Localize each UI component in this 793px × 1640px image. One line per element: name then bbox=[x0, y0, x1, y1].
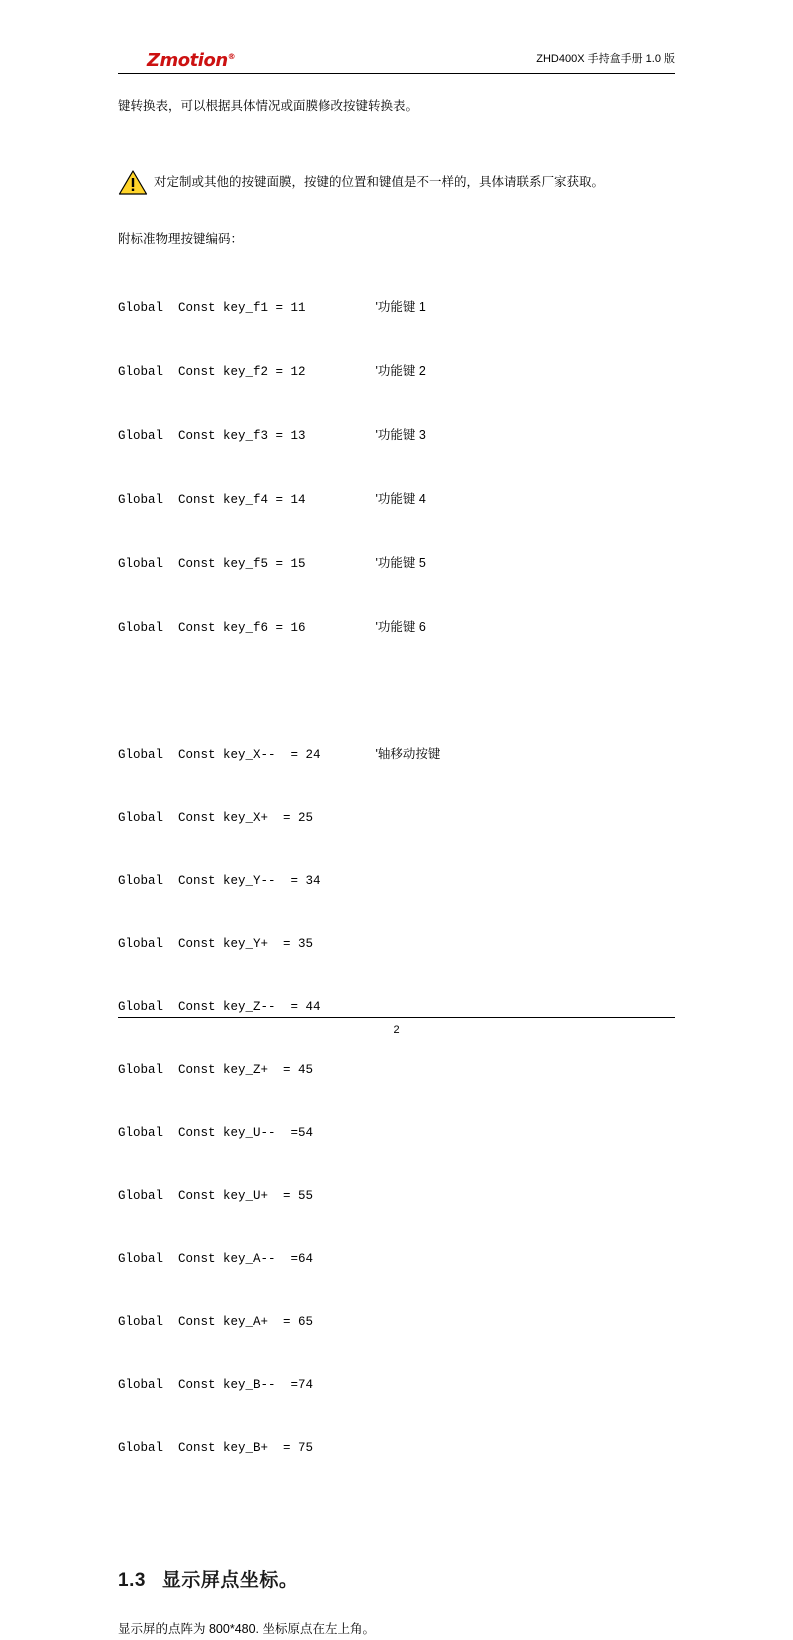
logo-text: Zmotion bbox=[147, 50, 228, 71]
code-line bbox=[118, 808, 675, 829]
code-line-text: Global Const key_X+ = 25 bbox=[118, 811, 314, 825]
warning-text: 对定制或其他的按键面膜，按键的位置和键值是不一样的，具体请联系厂家获取。 bbox=[154, 175, 605, 189]
code-line-text: Global Const key_f6 = 16 bbox=[118, 621, 306, 635]
section-heading bbox=[118, 1565, 675, 1592]
code-line-text: Global Const key_f1 = 11 bbox=[118, 301, 306, 315]
code-line bbox=[118, 425, 675, 447]
page-number: 2 bbox=[393, 1024, 400, 1036]
section-paragraph: 显示屏的点阵为 800*480. 坐标原点在左上角。 bbox=[118, 1622, 375, 1636]
code-line bbox=[118, 617, 675, 639]
intro-paragraph: 键转换表，可以根据具体情况或面膜修改按键转换表。 bbox=[118, 99, 419, 113]
header-document-title: ZHD400X 手持盒手册 1.0 版 bbox=[536, 53, 675, 65]
code-line-comment: '功能键 2 bbox=[375, 364, 426, 378]
code-line bbox=[118, 361, 675, 383]
code-line-text: Global Const key_Y+ = 35 bbox=[118, 937, 314, 951]
code-line bbox=[118, 489, 675, 511]
code-line-text: Global Const key_f2 = 12 bbox=[118, 365, 306, 379]
code-line bbox=[118, 1375, 675, 1396]
code-line-comment: '功能键 5 bbox=[375, 556, 426, 570]
warning-note bbox=[118, 171, 675, 197]
page-content bbox=[118, 95, 675, 1640]
code-line bbox=[118, 934, 675, 955]
code-block bbox=[118, 255, 675, 1501]
code-line bbox=[118, 1312, 675, 1333]
code-line-comment: '功能键 4 bbox=[375, 492, 426, 506]
section-title: 显示屏点坐标。 bbox=[161, 1570, 299, 1591]
code-line-text: Global Const key_U-- =54 bbox=[118, 1126, 314, 1140]
code-line bbox=[118, 997, 675, 1018]
company-logo bbox=[147, 46, 235, 72]
code-line-text: Global Const key_B-- =74 bbox=[118, 1378, 314, 1392]
code-line-text: Global Const key_U+ = 55 bbox=[118, 1189, 314, 1203]
code-blank-line bbox=[118, 681, 675, 702]
code-line-text: Global Const key_f4 = 14 bbox=[118, 493, 306, 507]
code-heading: 附标准物理按键编码： bbox=[118, 232, 244, 246]
code-line-text: Global Const key_f3 = 13 bbox=[118, 429, 306, 443]
code-line bbox=[118, 744, 675, 766]
page-header bbox=[118, 46, 675, 76]
code-line-text: Global Const key_f5 = 15 bbox=[118, 557, 306, 571]
header-divider bbox=[118, 73, 675, 74]
section-number: 1.3 bbox=[118, 1570, 146, 1591]
warning-triangle-icon bbox=[118, 169, 148, 196]
registered-mark: ® bbox=[227, 52, 236, 61]
code-line bbox=[118, 297, 675, 319]
code-line bbox=[118, 1438, 675, 1459]
code-line bbox=[118, 553, 675, 575]
code-line bbox=[118, 1186, 675, 1207]
code-line-text: Global Const key_A+ = 65 bbox=[118, 1315, 314, 1329]
code-line-text: Global Const key_Z+ = 45 bbox=[118, 1063, 314, 1077]
code-line-comment: '功能键 3 bbox=[375, 428, 426, 442]
code-line-text: Global Const key_X-- = 24 bbox=[118, 748, 321, 762]
code-line-text: Global Const key_A-- =64 bbox=[118, 1252, 314, 1266]
code-line bbox=[118, 1060, 675, 1081]
code-line-text: Global Const key_Z-- = 44 bbox=[118, 1000, 321, 1014]
footer-divider bbox=[118, 1017, 675, 1018]
code-line bbox=[118, 1123, 675, 1144]
code-line bbox=[118, 871, 675, 892]
code-line-text: Global Const key_Y-- = 34 bbox=[118, 874, 321, 888]
code-line-comment: '轴移动按键 bbox=[375, 747, 441, 761]
code-line-comment: '功能键 6 bbox=[375, 620, 426, 634]
code-line-comment: '功能键 1 bbox=[375, 300, 426, 314]
code-line-text: Global Const key_B+ = 75 bbox=[118, 1441, 314, 1455]
code-line bbox=[118, 1249, 675, 1270]
